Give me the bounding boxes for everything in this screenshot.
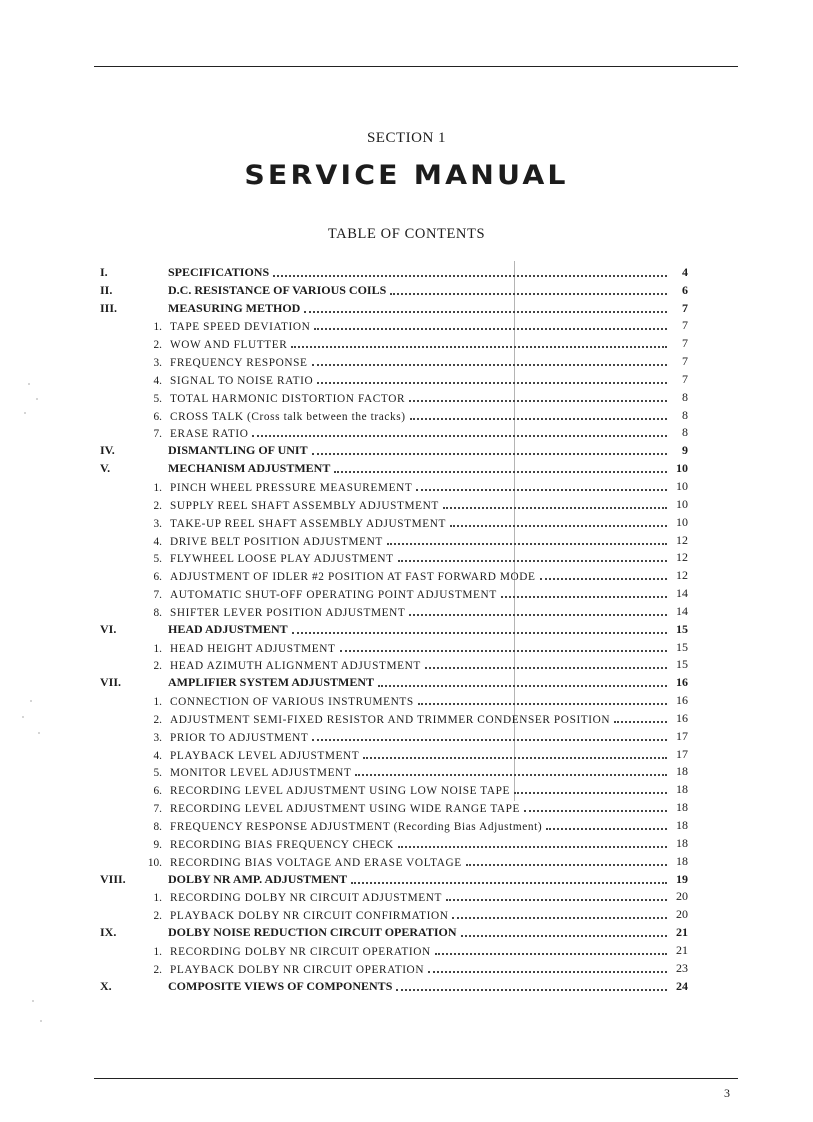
toc-entry-title: MEASURING METHOD <box>168 300 301 315</box>
toc-page-number: 10 <box>676 496 688 511</box>
toc-entry-title: SUPPLY REEL SHAFT ASSEMBLY ADJUSTMENT <box>170 499 439 512</box>
toc-entry-number: 5. <box>153 392 162 405</box>
scan-speck <box>40 1020 42 1022</box>
scan-speck <box>36 398 38 400</box>
toc-section-row <box>100 458 688 476</box>
dot-leader <box>428 971 667 973</box>
table-of-contents <box>100 262 688 994</box>
dot-leader <box>398 560 667 562</box>
toc-page-number: 15 <box>676 639 688 654</box>
toc-entry-title: PRIOR TO ADJUSTMENT <box>170 731 309 744</box>
dot-leader <box>452 917 667 919</box>
toc-subsection-row <box>130 797 688 815</box>
toc-page-number: 16 <box>676 675 688 690</box>
dot-leader <box>340 650 668 652</box>
toc-entry-title: TOTAL HARMONIC DISTORTION FACTOR <box>170 392 406 405</box>
toc-entry-number: VII. <box>100 675 122 690</box>
toc-entry-number: X. <box>100 978 112 993</box>
toc-entry-title: CONNECTION OF VARIOUS INSTRUMENTS <box>170 696 414 709</box>
dot-leader <box>363 757 667 759</box>
toc-entry-title: AUTOMATIC SHUT-OFF OPERATING POINT ADJUSTMENT <box>170 589 497 602</box>
dot-leader <box>546 828 667 830</box>
toc-page-number: 18 <box>676 853 688 868</box>
dot-leader <box>435 953 667 955</box>
toc-subsection-row <box>130 405 688 423</box>
toc-entry-title: RECORDING BIAS FREQUENCY CHECK <box>170 838 394 851</box>
dot-leader <box>461 935 668 937</box>
toc-section-row <box>100 869 688 887</box>
toc-subsection-row <box>130 958 688 976</box>
toc-page-number: 8 <box>682 389 688 404</box>
toc-entry-number: 4. <box>153 374 162 387</box>
dot-leader <box>416 489 667 491</box>
toc-subsection-row <box>130 351 688 369</box>
toc-entry-title: RECORDING BIAS VOLTAGE AND ERASE VOLTAGE <box>170 856 462 869</box>
toc-section-row <box>100 298 688 316</box>
toc-entry-title: FREQUENCY RESPONSE <box>170 357 308 370</box>
toc-subsection-row <box>130 565 688 583</box>
toc-subsection-row <box>130 316 688 334</box>
dot-leader <box>396 989 667 991</box>
scan-speck <box>28 383 30 385</box>
toc-entry-title: TAKE-UP REEL SHAFT ASSEMBLY ADJUSTMENT <box>170 517 447 530</box>
toc-page-number: 10 <box>676 478 688 493</box>
toc-entry-title: SHIFTER LEVER POSITION ADJUSTMENT <box>170 606 406 619</box>
toc-subsection-row <box>130 530 688 548</box>
page-number: 3 <box>724 1086 730 1100</box>
toc-entry-title: DISMANTLING OF UNIT <box>168 443 308 458</box>
toc-entry-number: 2. <box>153 713 162 726</box>
toc-subsection-row <box>130 637 688 655</box>
toc-entry-number: 5. <box>153 767 162 780</box>
toc-entry-title: MECHANISM ADJUSTMENT <box>168 461 331 476</box>
toc-entry-title: PINCH WHEEL PRESSURE MEASUREMENT <box>170 481 413 494</box>
toc-subsection-row <box>130 887 688 905</box>
toc-page-number: 16 <box>676 710 688 725</box>
toc-page-number: 18 <box>676 800 688 815</box>
toc-entry-title: HEAD HEIGHT ADJUSTMENT <box>170 642 336 655</box>
toc-entry-title: DOLBY NOISE REDUCTION CIRCUIT OPERATION <box>168 925 457 940</box>
toc-heading: TABLE OF CONTENTS <box>327 226 486 242</box>
toc-entry-number: 7. <box>153 428 162 441</box>
toc-page-number: 20 <box>676 889 688 904</box>
toc-subsection-row <box>130 744 688 762</box>
toc-entry-title: COMPOSITE VIEWS OF COMPONENTS <box>168 978 393 993</box>
dot-leader <box>312 453 667 455</box>
bottom-rule <box>94 1078 738 1079</box>
toc-subsection-row <box>130 423 688 441</box>
dot-leader <box>443 507 667 509</box>
toc-page-number: 23 <box>676 960 688 975</box>
toc-subsection-row <box>130 779 688 797</box>
toc-subsection-row <box>130 762 688 780</box>
toc-entry-number: 4. <box>153 535 162 548</box>
toc-page-number: 9 <box>682 443 688 458</box>
dot-leader <box>317 382 667 384</box>
toc-entry-number: 1. <box>153 321 162 334</box>
dot-leader <box>312 739 667 741</box>
toc-page-number: 12 <box>676 550 688 565</box>
toc-section-row <box>100 976 688 994</box>
toc-entry-number: 1. <box>153 945 162 958</box>
toc-entry-title: DRIVE BELT POSITION ADJUSTMENT <box>170 535 383 548</box>
scan-speck <box>24 412 26 414</box>
toc-section-row <box>100 440 688 458</box>
toc-page-number: 14 <box>676 586 688 601</box>
dot-leader <box>540 578 667 580</box>
dot-leader <box>252 435 667 437</box>
dot-leader <box>304 311 667 313</box>
toc-subsection-row <box>130 548 688 566</box>
toc-page-number: 17 <box>676 746 688 761</box>
toc-entry-number: IX. <box>100 925 117 940</box>
scan-speck <box>30 700 32 702</box>
dot-leader <box>501 596 667 598</box>
toc-page-number: 20 <box>676 907 688 922</box>
toc-entry-title: PLAYBACK DOLBY NR CIRCUIT OPERATION <box>170 963 425 976</box>
toc-subsection-row <box>130 940 688 958</box>
toc-page-number: 18 <box>676 764 688 779</box>
toc-entry-number: 5. <box>153 553 162 566</box>
toc-section-row <box>100 672 688 690</box>
toc-page-number: 16 <box>676 693 688 708</box>
toc-page-number: 15 <box>676 657 688 672</box>
toc-entry-number: 3. <box>153 517 162 530</box>
toc-page-number: 12 <box>676 568 688 583</box>
toc-subsection-row <box>130 369 688 387</box>
toc-entry-title: SIGNAL TO NOISE RATIO <box>170 374 314 387</box>
toc-page-number: 10 <box>676 514 688 529</box>
toc-entry-title: SPECIFICATIONS <box>168 264 270 279</box>
toc-section-row <box>100 262 688 280</box>
toc-entry-title: PLAYBACK LEVEL ADJUSTMENT <box>170 749 360 762</box>
toc-subsection-row <box>130 583 688 601</box>
toc-page-number: 21 <box>676 942 688 957</box>
toc-entry-number: VIII. <box>100 871 126 886</box>
toc-subsection-row <box>130 851 688 869</box>
toc-entry-number: 2. <box>153 339 162 352</box>
toc-page-number: 7 <box>682 354 688 369</box>
scan-speck <box>32 1000 34 1002</box>
toc-entry-number: I. <box>100 264 108 279</box>
toc-entry-title: DOLBY NR AMP. ADJUSTMENT <box>168 871 348 886</box>
toc-entry-title: TAPE SPEED DEVIATION <box>170 321 311 334</box>
toc-entry-title: MONITOR LEVEL ADJUSTMENT <box>170 767 352 780</box>
toc-entry-number: 10. <box>147 856 162 869</box>
toc-entry-number: 8. <box>153 606 162 619</box>
toc-entry-title: RECORDING DOLBY NR CIRCUIT OPERATION <box>170 945 431 958</box>
toc-page-number: 14 <box>676 603 688 618</box>
toc-entry-number: 1. <box>153 696 162 709</box>
toc-entry-number: II. <box>100 282 113 297</box>
section-label: SECTION 1 <box>366 130 447 146</box>
toc-entry-title: RECORDING LEVEL ADJUSTMENT USING LOW NOISE TAPE <box>170 785 511 798</box>
toc-page-number: 6 <box>682 282 688 297</box>
toc-subsection-row <box>130 690 688 708</box>
toc-page-number: 7 <box>682 318 688 333</box>
toc-subsection-row <box>130 476 688 494</box>
toc-entry-number: 8. <box>153 821 162 833</box>
dot-leader <box>292 632 667 634</box>
toc-entry-number: 1. <box>153 481 162 494</box>
dot-leader <box>390 293 667 295</box>
dot-leader <box>398 846 667 848</box>
toc-entry-title: WOW AND FLUTTER <box>170 339 288 352</box>
toc-entry-number: 3. <box>153 731 162 744</box>
toc-entry-number: IV. <box>100 443 115 458</box>
toc-subsection-row <box>130 655 688 673</box>
toc-page-number: 17 <box>676 728 688 743</box>
toc-entry-title: HEAD AZIMUTH ALIGNMENT ADJUSTMENT <box>170 660 421 673</box>
toc-entry-number: 1. <box>153 642 162 655</box>
toc-entry-title: ADJUSTMENT SEMI-FIXED RESISTOR AND TRIMMER CONDENSER POSITION <box>170 713 611 726</box>
toc-entry-number: III. <box>100 300 118 315</box>
toc-entry-title: D.C. RESISTANCE OF VARIOUS COILS <box>168 282 387 297</box>
top-rule <box>94 66 738 67</box>
dot-leader <box>291 346 667 348</box>
toc-page-number: 10 <box>676 461 688 476</box>
toc-entry-number: 7. <box>153 803 162 816</box>
toc-entry-number: 6. <box>153 785 162 798</box>
toc-page-number: 7 <box>682 300 688 315</box>
toc-entry-title: ADJUSTMENT OF IDLER #2 POSITION AT FAST FORWARD MODE <box>170 571 536 584</box>
dot-leader <box>409 400 667 402</box>
dot-leader <box>614 721 667 723</box>
toc-entry-number: 9. <box>153 838 162 851</box>
toc-subsection-row <box>130 387 688 405</box>
toc-entry-number: 3. <box>153 357 162 370</box>
page-title: SERVICE MANUAL <box>244 160 569 191</box>
toc-page-number: 18 <box>676 835 688 850</box>
toc-page-number: 21 <box>676 925 688 940</box>
toc-subsection-row <box>130 815 688 833</box>
toc-page-number: 24 <box>676 978 688 993</box>
toc-entry-number: 6. <box>153 571 162 584</box>
dot-leader <box>450 525 667 527</box>
dot-leader <box>446 899 667 901</box>
toc-subsection-row <box>130 904 688 922</box>
toc-entry-number: 2. <box>153 499 162 512</box>
toc-entry-number: 2. <box>153 660 162 673</box>
toc-page-number: 18 <box>676 818 688 832</box>
toc-page-number: 8 <box>682 425 688 440</box>
scan-speck <box>38 732 40 734</box>
toc-entry-title: RECORDING LEVEL ADJUSTMENT USING WIDE RANGE TAPE <box>170 803 521 816</box>
toc-subsection-row <box>130 833 688 851</box>
toc-entry-title: AMPLIFIER SYSTEM ADJUSTMENT <box>168 675 375 690</box>
toc-subsection-row <box>130 708 688 726</box>
toc-subsection-row <box>130 333 688 351</box>
toc-entry-title: PLAYBACK DOLBY NR CIRCUIT CONFIRMATION <box>170 910 449 923</box>
toc-section-row <box>100 922 688 940</box>
toc-page-number: 18 <box>676 782 688 797</box>
toc-page-number: 15 <box>676 621 688 636</box>
toc-entry-number: V. <box>100 461 111 476</box>
toc-page-number: 7 <box>682 371 688 386</box>
dot-leader <box>351 882 667 884</box>
dot-leader <box>314 328 667 330</box>
toc-entry-title: HEAD ADJUSTMENT <box>168 621 288 636</box>
dot-leader <box>418 703 667 705</box>
toc-entry-title: CROSS TALK (Cross talk between the tracks) <box>170 410 406 423</box>
dot-leader <box>334 471 667 473</box>
toc-entry-number: 7. <box>153 589 162 602</box>
toc-page-number: 19 <box>676 871 688 886</box>
toc-page-number: 4 <box>682 264 688 279</box>
toc-entry-number: VI. <box>100 621 117 636</box>
toc-page-number: 7 <box>682 336 688 351</box>
toc-subsection-row <box>130 494 688 512</box>
toc-subsection-row <box>130 726 688 744</box>
dot-leader <box>273 275 667 277</box>
dot-leader <box>410 418 667 420</box>
toc-section-row <box>100 280 688 298</box>
dot-leader <box>425 667 667 669</box>
toc-entry-number: 2. <box>153 963 162 976</box>
toc-entry-number: 6. <box>153 410 162 423</box>
dot-leader <box>466 864 667 866</box>
toc-section-row <box>100 619 688 637</box>
dot-leader <box>355 774 667 776</box>
toc-page-number: 8 <box>682 407 688 422</box>
toc-page-number: 12 <box>676 532 688 547</box>
dot-leader <box>409 614 667 616</box>
toc-subsection-row <box>130 601 688 619</box>
toc-entry-number: 2. <box>153 910 162 923</box>
toc-entry-title: RECORDING DOLBY NR CIRCUIT ADJUSTMENT <box>170 892 442 905</box>
toc-entry-title: FREQUENCY RESPONSE ADJUSTMENT (Recording Bias Adjustment) <box>170 821 543 833</box>
dot-leader <box>514 792 667 794</box>
dot-leader <box>387 543 667 545</box>
toc-entry-number: 1. <box>153 892 162 905</box>
scan-speck <box>22 716 24 718</box>
toc-entry-number: 4. <box>153 749 162 762</box>
dot-leader <box>524 810 667 812</box>
toc-subsection-row <box>130 512 688 530</box>
dot-leader <box>378 685 667 687</box>
toc-entry-title: FLYWHEEL LOOSE PLAY ADJUSTMENT <box>170 553 394 566</box>
toc-entry-title: ERASE RATIO <box>170 428 249 441</box>
dot-leader <box>312 364 668 366</box>
